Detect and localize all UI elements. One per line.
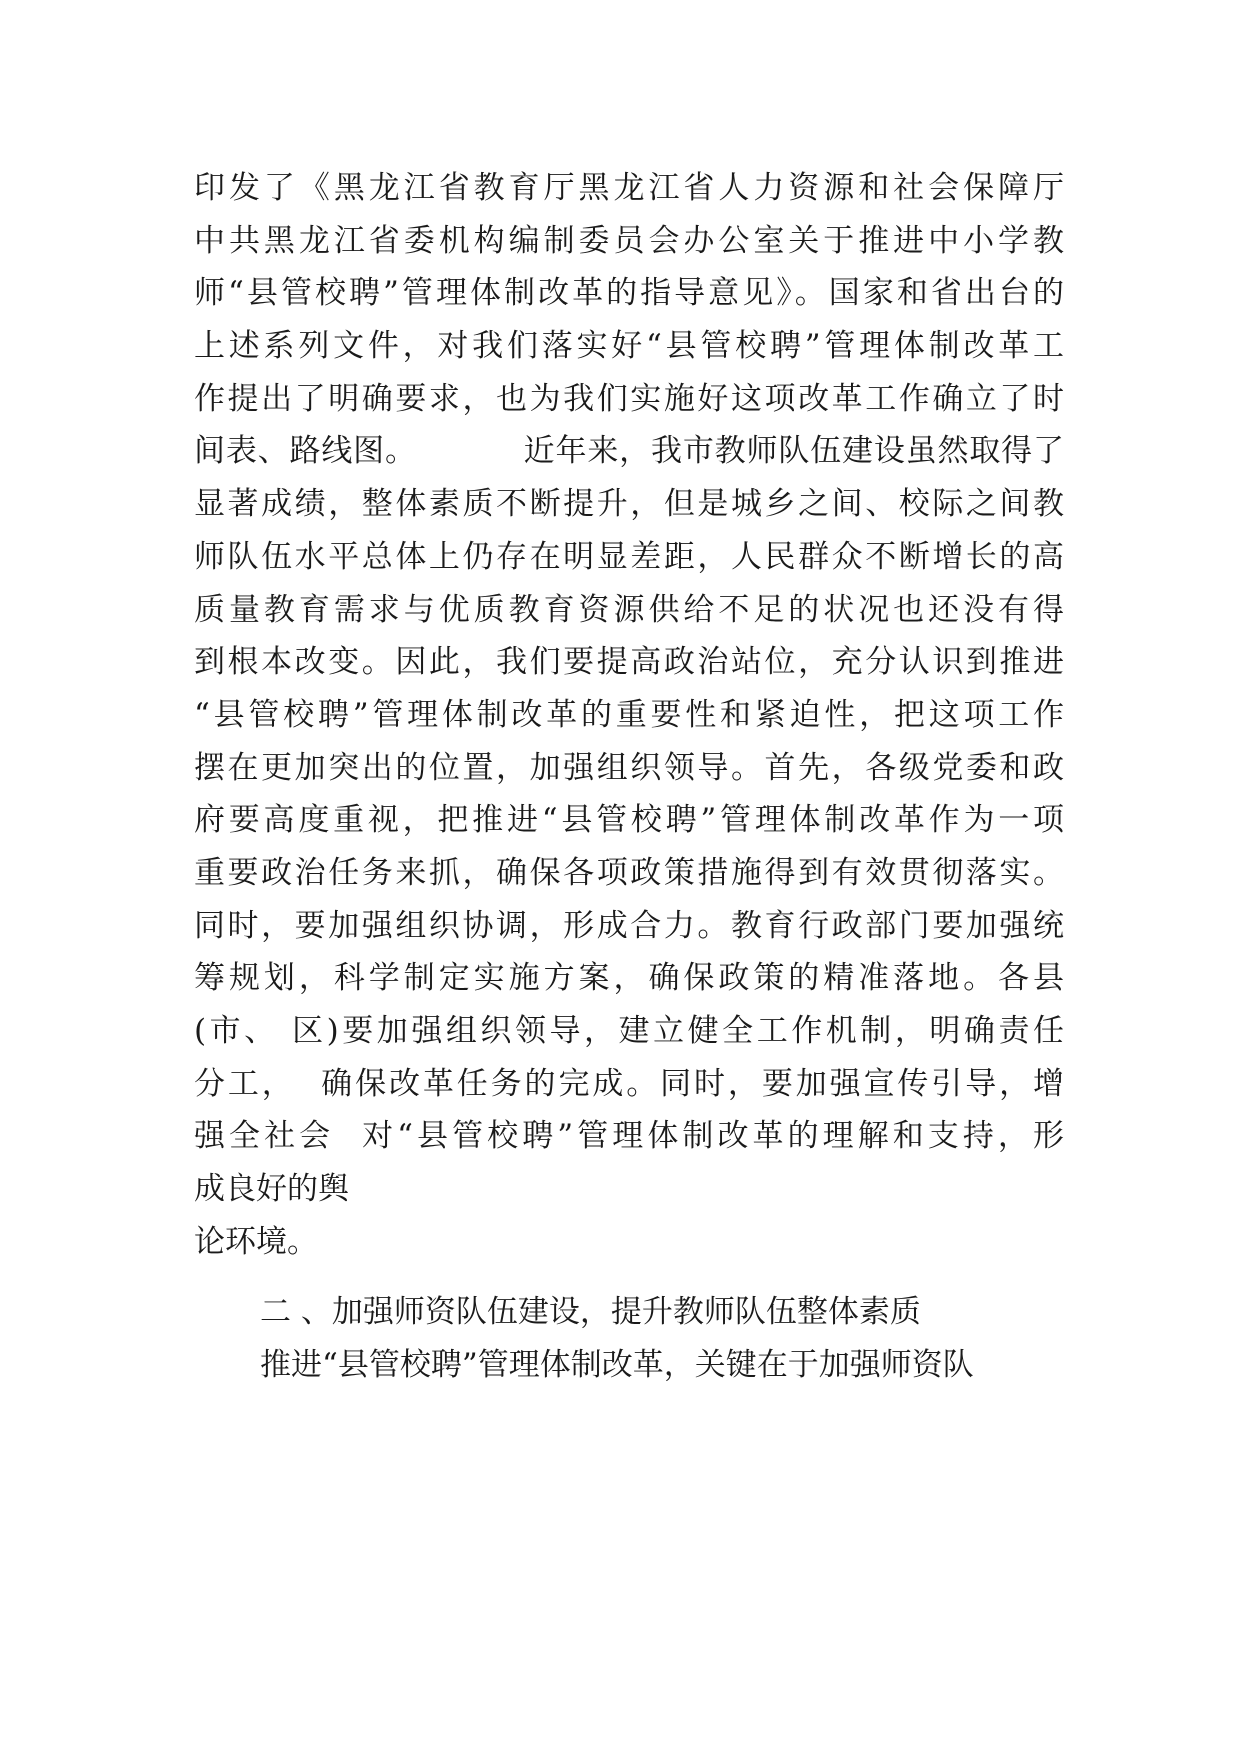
text-line-18: 分工， 确保改革任务的完成。同时，要加强宣传引导，增 bbox=[194, 1065, 1064, 1102]
text-line-13: 府要高度重视，把推进“县管校聘”管理体制改革作为一项 bbox=[194, 802, 1064, 839]
paragraph-gap bbox=[194, 1268, 1064, 1286]
text-line-last: 推进“县管校聘”管理体制改革，关键在于加强师资队 bbox=[260, 1347, 974, 1384]
text-line-1: 印发了《黑龙江省教育厅黑龙江省人力资源和社会保障厅 bbox=[194, 170, 1064, 206]
text-line-7: 显著成绩，整体素质不断提升，但是城乡之间、校际之间教 bbox=[194, 486, 1064, 523]
text-line-8: 师队伍水平总体上仍存在明显差距，人民群众不断增长的高 bbox=[194, 538, 1064, 575]
section-heading: 二 、加强师资队伍建设，提升教师队伍整体素质 bbox=[260, 1294, 921, 1331]
text-line-11: “县管校聘”管理体制改革的重要性和紧迫性，把这项工作 bbox=[194, 696, 1064, 733]
text-line-14: 重要政治任务来抓，确保各项政策措施得到有效贯彻落实。 bbox=[194, 854, 1064, 891]
text-line-3: 师“县管校聘”管理体制改革的指导意见》。国家和省出台的 bbox=[194, 275, 1064, 312]
text-line-16: 筹规划，科学制定实施方案，确保政策的精准落地。各县 bbox=[194, 960, 1064, 997]
text-line-6: 间表、路线图。 近年来，我市教师队伍建设虽然取得了 bbox=[194, 433, 1064, 470]
body-text bbox=[194, 162, 1064, 1392]
text-line-10: 到根本改变。因此，我们要提高政治站位，充分认识到推进 bbox=[194, 644, 1064, 681]
text-line-9: 质量教育需求与优质教育资源供给不足的状况也还没有得 bbox=[194, 591, 1064, 628]
text-line-12: 摆在更加突出的位置，加强组织领导。首先，各级党委和政 bbox=[194, 749, 1064, 786]
text-line-2: 中共黑龙江省委机构编制委员会办公室关于推进中小学教 bbox=[194, 222, 1064, 259]
text-line-17: (市、 区)要加强组织领导，建立健全工作机制，明确责任 bbox=[194, 1013, 1064, 1049]
text-line-19: 强全社会 对“县管校聘”管理体制改革的理解和支持，形 bbox=[194, 1118, 1064, 1155]
text-line-20: 成良好的舆 bbox=[194, 1171, 349, 1208]
text-line-15: 同时，要加强组织协调，形成合力。教育行政部门要加强统 bbox=[194, 907, 1064, 944]
text-line-4: 上述系列文件，对我们落实好“县管校聘”管理体制改革工 bbox=[194, 328, 1064, 365]
text-line-5: 作提出了明确要求，也为我们实施好这项改革工作确立了时 bbox=[194, 380, 1064, 417]
text-line-21: 论环境。 bbox=[194, 1223, 318, 1260]
